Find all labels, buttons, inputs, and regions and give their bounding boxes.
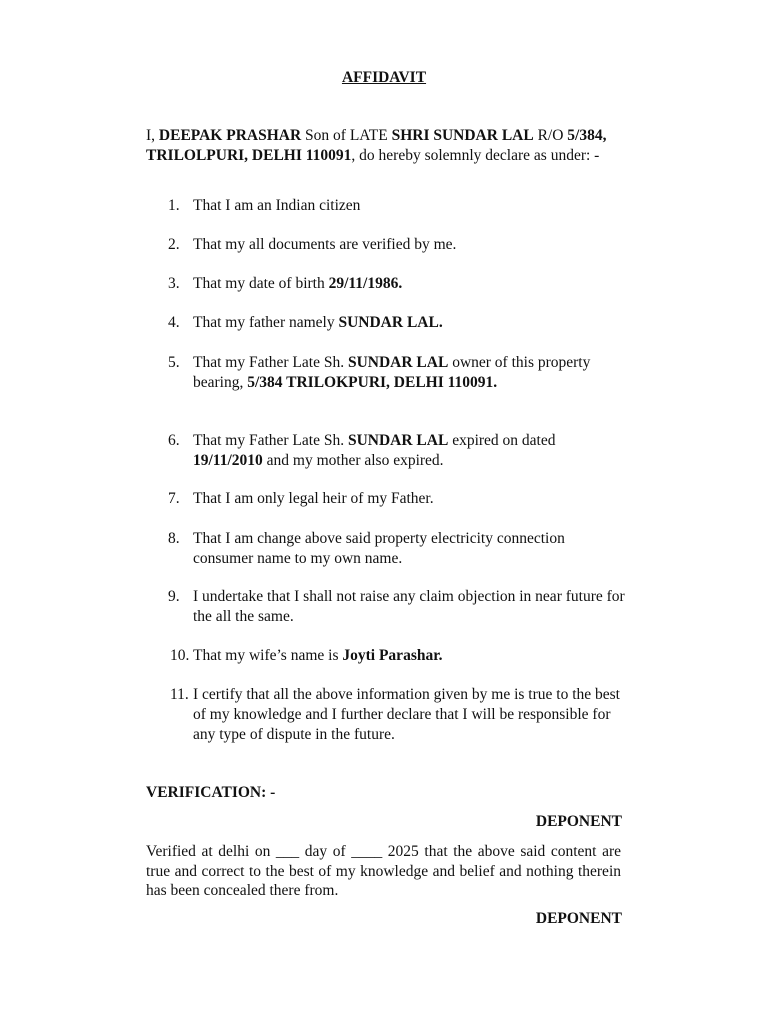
item-text: That I am only legal heir of my Father. (193, 490, 434, 507)
list-item (146, 431, 626, 471)
wife-name: Joyti Parashar. (342, 647, 443, 664)
deponent-name: DEEPAK PRASHAR (158, 127, 302, 144)
item-text: That my date of birth 29/11/1986. (193, 275, 403, 292)
item-number: 7. (168, 490, 180, 507)
list-item (146, 529, 626, 569)
list-item (146, 489, 626, 509)
father-name: SUNDAR LAL (347, 354, 449, 371)
list-item (146, 685, 626, 745)
verification-text: Verified at delhi on ___ day of ____ 2025 that the above said content are true and correct to the best of my knowledge and belief and nothing therein has been concealed there from. (146, 843, 621, 899)
intro-text: I, (146, 127, 159, 144)
father-name: SHRI SUNDAR LAL (391, 127, 534, 144)
property-address: 5/384 TRILOKPURI, DELHI 110091. (247, 374, 498, 391)
item-number: 11. (170, 686, 189, 703)
list-item (146, 274, 626, 294)
residence-address: 5/384, TRILOLPURI, DELHI 110091 (146, 127, 607, 164)
list-item (146, 646, 626, 666)
intro-text: Son of LATE (301, 127, 392, 144)
item-number: 10. (170, 647, 190, 664)
date-of-birth: 29/11/1986. (328, 275, 403, 292)
item-text: That my father namely SUNDAR LAL. (193, 314, 443, 331)
item-number: 9. (168, 588, 180, 605)
father-name: SUNDAR LAL. (338, 314, 443, 331)
deponent-label: DEPONENT (535, 813, 622, 830)
item-number: 5. (168, 354, 180, 371)
father-name: SUNDAR LAL (347, 432, 449, 449)
item-text: I certify that all the above information given by me is true to the best of my knowledge and I further declare that I will be responsible for any type of dispute in the future. (193, 686, 620, 743)
item-text: That I am change above said property electricity connection consumer name to my own name. (193, 530, 565, 567)
item-text: That my all documents are verified by me. (193, 236, 457, 253)
item-text: That my wife’s name is Joyti Parashar. (193, 647, 443, 664)
item-number: 3. (168, 275, 180, 292)
item-text: That my Father Late Sh. SUNDAR LAL owner of this property bearing, 5/384 TRILOKPURI, DELHI 110091. (193, 354, 591, 391)
item-number: 2. (168, 236, 180, 253)
expiry-date: 19/11/2010 (193, 452, 263, 469)
verification-heading: VERIFICATION: - (146, 784, 276, 801)
list-item (146, 587, 626, 627)
item-text: That my Father Late Sh. SUNDAR LAL expired on dated 19/11/2010 and my mother also expired. (193, 432, 556, 469)
item-number: 1. (168, 197, 180, 214)
intro-paragraph (146, 126, 626, 166)
item-text: That I am an Indian citizen (193, 197, 361, 214)
intro-text: , do hereby solemnly declare as under: - (351, 147, 600, 164)
deponent-label: DEPONENT (535, 910, 622, 927)
item-number: 6. (168, 432, 180, 449)
list-item (146, 196, 626, 216)
list-item (146, 235, 626, 255)
item-number: 8. (168, 530, 180, 547)
document-title: AFFIDAVIT (341, 69, 427, 86)
list-item (146, 353, 626, 393)
item-text: I undertake that I shall not raise any claim objection in near future for the all the same. (193, 588, 625, 625)
intro-text: R/O (533, 127, 568, 144)
item-number: 4. (168, 314, 180, 331)
list-item (146, 313, 626, 333)
